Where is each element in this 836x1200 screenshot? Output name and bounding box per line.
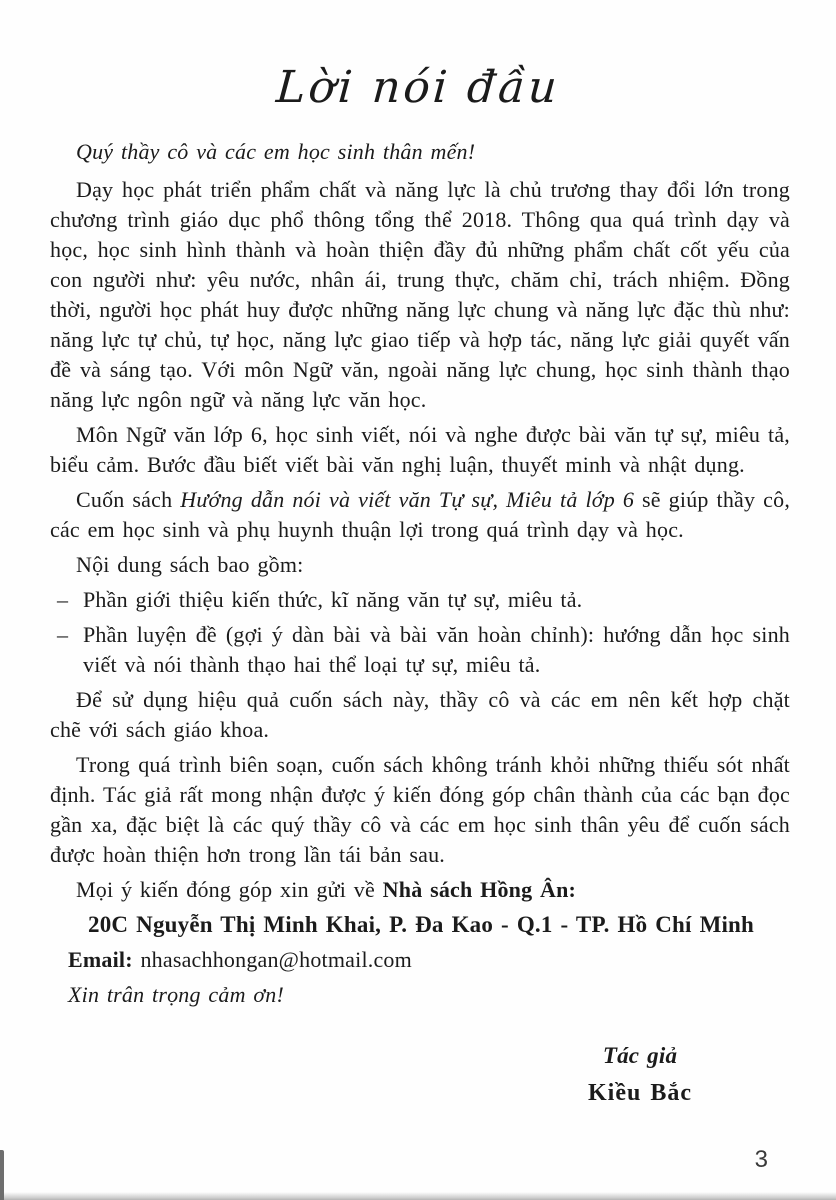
signature-block <box>588 1042 692 1107</box>
bullet-item-practice-text: Phần luyện đề (gợi ý dàn bài và bài văn hoàn chỉnh): hướng dẫn học sinh viết và nói thành thạo hai thể loại tự sự, miêu tả. <box>83 622 790 677</box>
bullet-item-knowledge <box>50 585 790 615</box>
book-intro-post-text: sẽ giúp thầy cô, các em học sinh và phụ huynh thuận lợi trong quá trình dạy và học. <box>50 487 791 542</box>
bullet-dash-marker: – <box>57 622 69 647</box>
contact-feedback-pre-text: Mọi ý kiến đóng góp xin gửi về <box>76 877 383 902</box>
email-label: Email: <box>68 947 133 972</box>
scan-left-edge-artifact <box>0 1150 4 1200</box>
bookstore-name: Nhà sách Hồng Ân: <box>382 877 577 902</box>
signature-name: Kiều Bắc <box>588 1080 692 1106</box>
signature-role: Tác giả <box>602 1043 678 1068</box>
email-value: nhasachhongan@hotmail.com <box>132 947 412 972</box>
page-number: 3 <box>754 1146 768 1173</box>
book-title-text: Hướng dẫn nói và viết văn Tự sự, Miêu tả lớp 6 <box>180 487 635 512</box>
book-intro-pre-text: Cuốn sách <box>76 487 181 512</box>
page-title: Lời nói đầu <box>274 62 562 113</box>
salutation-line: Quý thầy cô và các em học sinh thân mến! <box>76 139 476 164</box>
contact-email-line <box>50 945 790 975</box>
paragraph-usage-advice: Để sử dụng hiệu quả cuốn sách này, thầy cô và các em nên kết hợp chặt chẽ với sách giáo khoa. <box>50 687 790 742</box>
scan-bottom-edge-artifact <box>0 1192 836 1200</box>
contact-thanks-line: Xin trân trọng cảm ơn! <box>68 982 285 1007</box>
paragraph-apology-feedback: Trong quá trình biên soạn, cuốn sách không tránh khỏi những thiếu sót nhất định. Tác giả rất mong nhận được ý kiến đóng góp chân thành của các bạn đọc gần xa, đặc biệt là các quý thầy cô và các em học sinh thân yêu để cuốn sách được hoàn thiện hơn trong lần tái bản sau. <box>50 752 790 867</box>
paragraph-book-intro <box>50 485 790 545</box>
bullet-item-knowledge-text: Phần giới thiệu kiến thức, kĩ năng văn tự sự, miêu tả. <box>83 587 583 612</box>
paragraph-grade6-skills: Môn Ngữ văn lớp 6, học sinh viết, nói và nghe được bài văn tự sự, miêu tả, biểu cảm. Bước đầu biết viết bài văn nghị luận, thuyết minh và nhật dụng. <box>50 422 790 477</box>
contact-address-line: 20C Nguyễn Thị Minh Khai, P. Đa Kao - Q.1 - TP. Hồ Chí Minh <box>88 912 755 937</box>
bullet-dash-marker: – <box>57 587 69 612</box>
paragraph-curriculum-intro: Dạy học phát triển phẩm chất và năng lực là chủ trương thay đổi lớn trong chương trình giáo dục phổ thông tổng thể 2018. Thông qua quá trình dạy và học, học sinh hình thành và hoàn thiện đầy đủ những phẩm chất cốt yếu của con người như: yêu nước, nhân ái, trung thực, chăm chỉ, trách nhiệm. Đồng thời, người học phát huy được những năng lực chung và năng lực đặc thù như: năng lực tự chủ, tự học, năng lực giao tiếp và hợp tác, năng lực giải quyết vấn đề và sáng tạo. Với môn Ngữ văn, ngoài năng lực chung, học sinh thành thạo năng lực ngôn ngữ và năng lực văn học. <box>50 177 790 412</box>
bullet-item-practice <box>50 620 790 680</box>
paragraph-contents-heading: Nội dung sách bao gồm: <box>76 552 304 577</box>
page-content <box>0 137 836 1107</box>
contact-feedback-line <box>50 875 790 905</box>
